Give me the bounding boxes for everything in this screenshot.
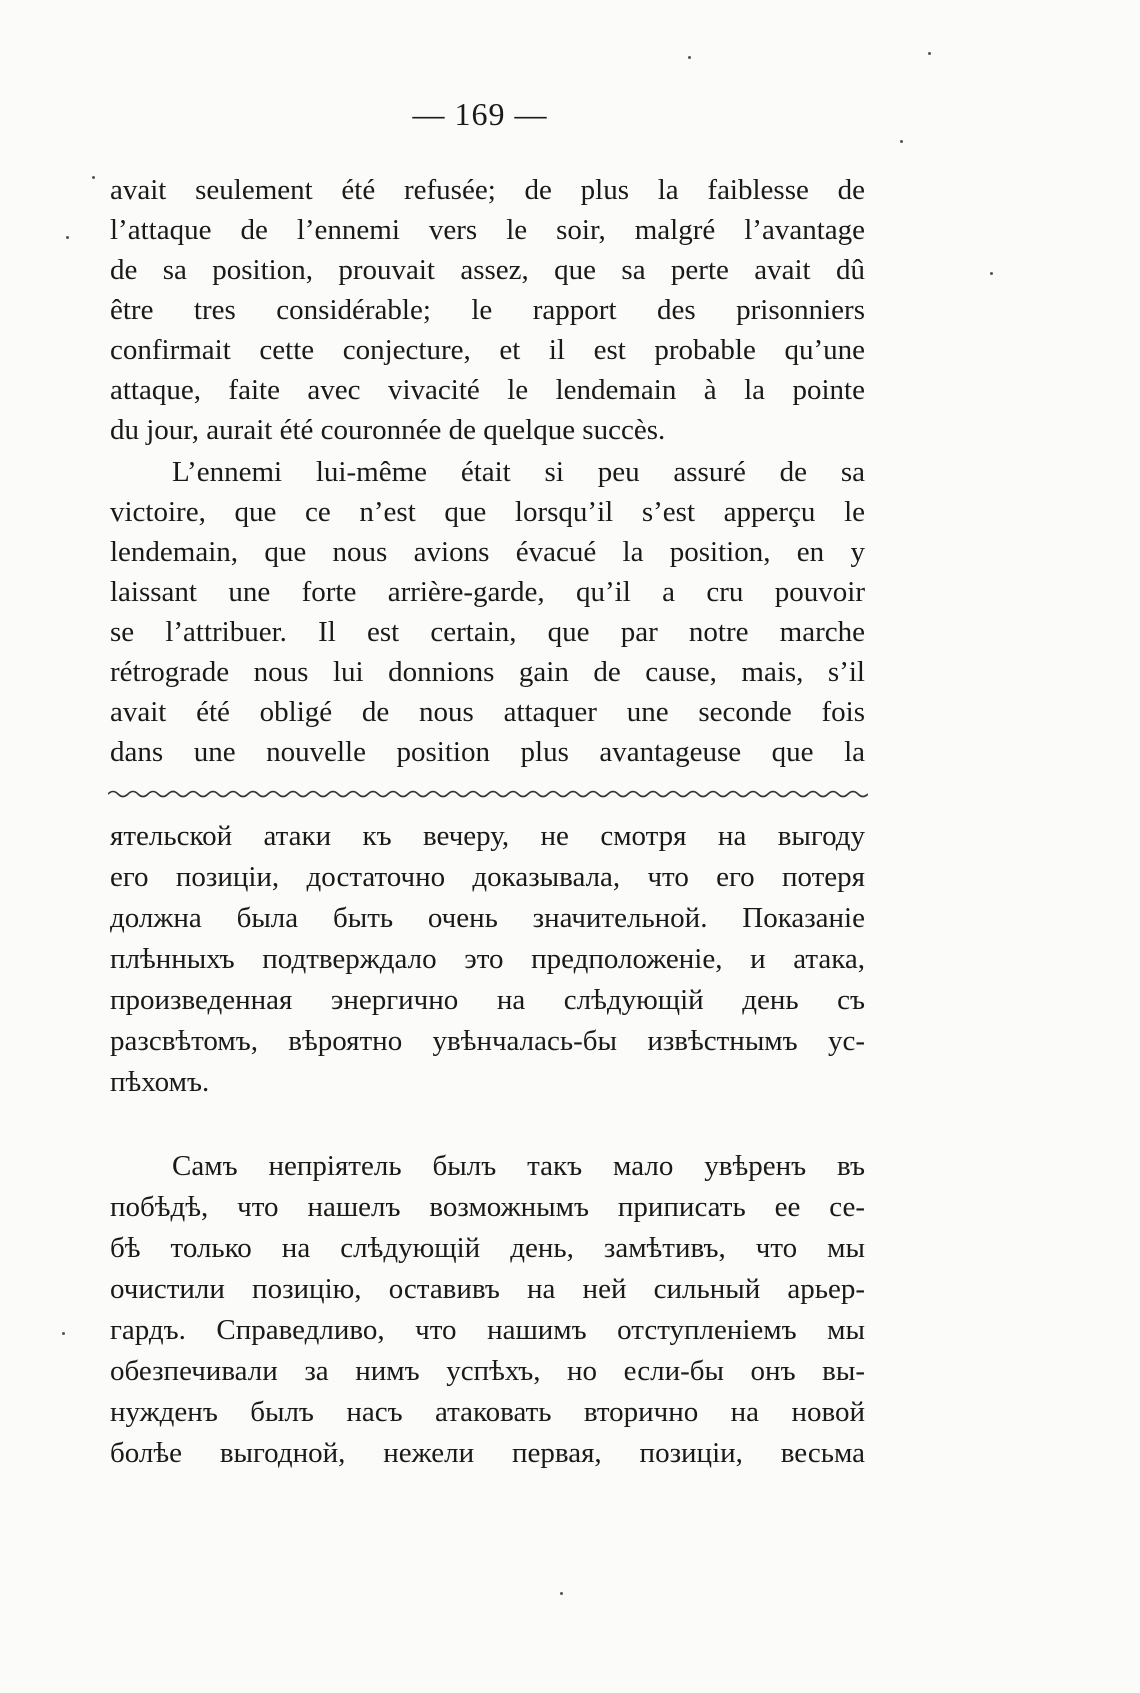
text-line: rétrograde nous lui donnions gain de cause, mais, s’il <box>110 656 865 688</box>
text-line: laissant une forte arrière-garde, qu’il a cru pouvoir <box>110 576 865 608</box>
text-line: побѣдѣ, что нашелъ возможнымъ приписать ее се- <box>110 1191 865 1223</box>
scan-speck <box>66 236 69 239</box>
scan-speck <box>900 140 903 143</box>
text-line: de sa position, prouvait assez, que sa perte avait dû <box>110 254 865 286</box>
scan-speck <box>688 56 691 59</box>
text-line: обезпечивали за нимъ успѣхъ, но если-бы онъ вы- <box>110 1355 865 1387</box>
scan-speck <box>92 176 95 179</box>
text-line: Самъ непріятель былъ такъ мало увѣренъ въ <box>172 1150 865 1182</box>
text-line: нужденъ былъ насъ атаковать вторично на новой <box>110 1396 865 1428</box>
text-line: очистили позицію, оставивъ на ней сильный арьер- <box>110 1273 865 1305</box>
text-line: être tres considérable; le rapport des prisonniers <box>110 294 865 326</box>
text-line: l’attaque de l’ennemi vers le soir, malgré l’avantage <box>110 214 865 246</box>
text-line: пѣхомъ. <box>110 1066 210 1098</box>
wavy-separator <box>108 787 868 801</box>
text-line: разсвѣтомъ, вѣроятно увѣнчалась-бы извѣстнымъ ус- <box>110 1025 865 1057</box>
scan-speck <box>990 272 993 275</box>
text-line: avait seulement été refusée; de plus la faiblesse de <box>110 174 865 206</box>
scan-speck <box>560 1592 563 1595</box>
text-line: confirmait cette conjecture, et il est probable qu’une <box>110 334 865 366</box>
text-line: attaque, faite avec vivacité le lendemain à la pointe <box>110 374 865 406</box>
text-line: se l’attribuer. Il est certain, que par notre marche <box>110 616 865 648</box>
text-line: dans une nouvelle position plus avantageuse que la <box>110 736 865 768</box>
text-line: гардъ. Справедливо, что нашимъ отступленіемъ мы <box>110 1314 865 1346</box>
text-line: его позиціи, достаточно доказывала, что его потеря <box>110 861 865 893</box>
text-line: болѣе выгодной, нежели первая, позиціи, весьма <box>110 1437 865 1469</box>
scan-speck <box>62 1332 65 1335</box>
text-line: произведенная энергично на слѣдующій день съ <box>110 984 865 1016</box>
text-line: плѣнныхъ подтверждало это предположеніе, и атака, <box>110 943 865 975</box>
text-line: должна была быть очень значительной. Показаніе <box>110 902 865 934</box>
wavy-separator-line <box>108 792 868 797</box>
scan-speck <box>928 52 931 55</box>
text-line: avait été obligé de nous attaquer une seconde fois <box>110 696 865 728</box>
page-number: — 169 — <box>412 96 548 132</box>
text-line: ятельской атаки къ вечеру, не смотря на выгоду <box>110 820 865 852</box>
text-line: бѣ только на слѣдующій день, замѣтивъ, что мы <box>110 1232 865 1264</box>
text-line: victoire, que ce n’est que lorsqu’il s’est apperçu le <box>110 496 865 528</box>
text-line: lendemain, que nous avions évacué la position, en y <box>110 536 865 568</box>
text-line: du jour, aurait été couronnée de quelque succès. <box>110 414 666 446</box>
text-line: L’ennemi lui-même était si peu assuré de sa <box>172 456 865 488</box>
